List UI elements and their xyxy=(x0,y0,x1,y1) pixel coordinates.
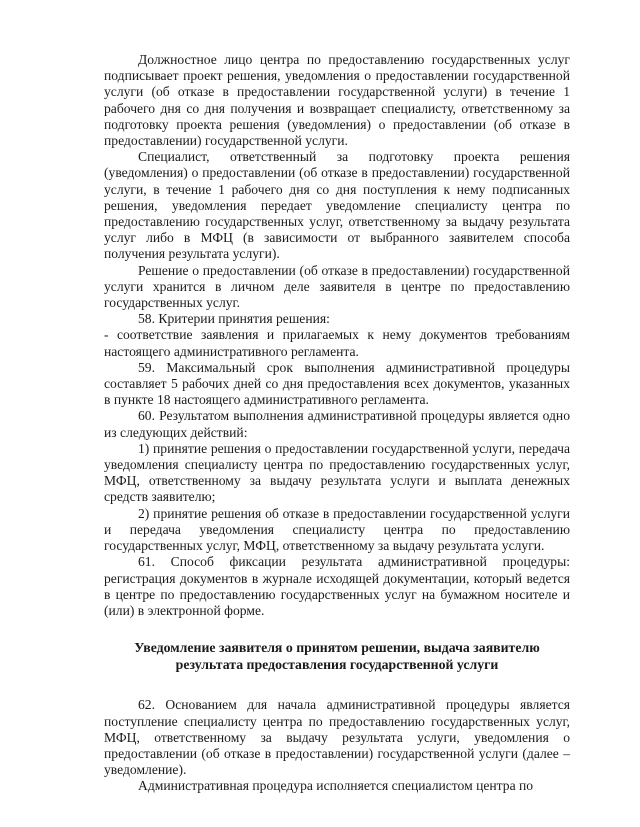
section-heading: Уведомление заявителя о принятом решении, выдача заявителю результата предоставления государственной услуги xyxy=(134,640,540,672)
paragraph-result-option-2: 2) принятие решения об отказе в предоставлении государственной услуги и передача уведомления специалисту центра по предоставлению государственных услуг, МФЦ, ответственному за выдачу результата услуги. xyxy=(104,505,570,554)
paragraph-result-option-1: 1) принятие решения о предоставлении государственной услуги, передача уведомления специалисту центра по предоставлению государственных услуг, МФЦ, ответственному за выдачу результата услуги и выплата денежных средств заявителю; xyxy=(104,440,570,505)
paragraph-official-signs: Должностное лицо центра по предоставлению государственных услуг подписывает проект решения, уведомления о предоставлении государственной услуги (об отказе в предоставлении государственной услуги) в течение 1 рабочего дня со дня получения и возвращает специалисту, ответственному за подготовку проекта решения (уведомления) о предоставлении (об отказе в предоставлении) государственной услуги. xyxy=(104,52,570,149)
paragraph-item-62: 62. Основанием для начала административной процедуры является поступление специалисту центра по предоставлению государственных услуг, МФЦ, ответственному за выдачу результата услуги, уведомления о предоставлении (об отказе в предоставлении) государственной услуги (далее – уведомление). xyxy=(104,697,570,778)
paragraph-item-61: 61. Способ фиксации результата административной процедуры: регистрация документов в журнале исходящей документации, который ведется в центре по предоставлению государственных услуг на бумажном носителе и (или) в электронной форме. xyxy=(104,554,570,618)
paragraph-item-59: 59. Максимальный срок выполнения административной процедуры составляет 5 рабочих дней со дня предоставления всех документов, указанных в пункте 18 настоящего административного регламента. xyxy=(104,359,570,408)
paragraph-decision-stored: Решение о предоставлении (об отказе в предоставлении) государственной услуги хранится в личном деле заявителя в центре по предоставлению государственных услуг. xyxy=(104,262,570,311)
paragraph-item-60: 60. Результатом выполнения административной процедуры является одно из следующих действий: xyxy=(104,408,570,440)
paragraph-procedure-executed: Административная процедура исполняется специалистом центра по xyxy=(138,778,534,794)
paragraph-item-58: 58. Критерии принятия решения: xyxy=(138,311,330,327)
paragraph-criteria: - соответствие заявления и прилагаемых к нему документов требованиям настоящего административного регламента. xyxy=(104,327,570,359)
paragraph-specialist-transfers: Специалист, ответственный за подготовку проекта решения (уведомления) о предоставлении (об отказе в предоставлении) государственной услуги, в течение 1 рабочего дня со дня поступления к нему подписанных решения, уведомления передает уведомление специалисту центра по предоставлению государственных услуг, ответственному за выдачу результата услуг либо в МФЦ (в зависимости от выбранного заявителем способа получения результата услуги). xyxy=(104,149,570,262)
document-body xyxy=(104,52,570,795)
